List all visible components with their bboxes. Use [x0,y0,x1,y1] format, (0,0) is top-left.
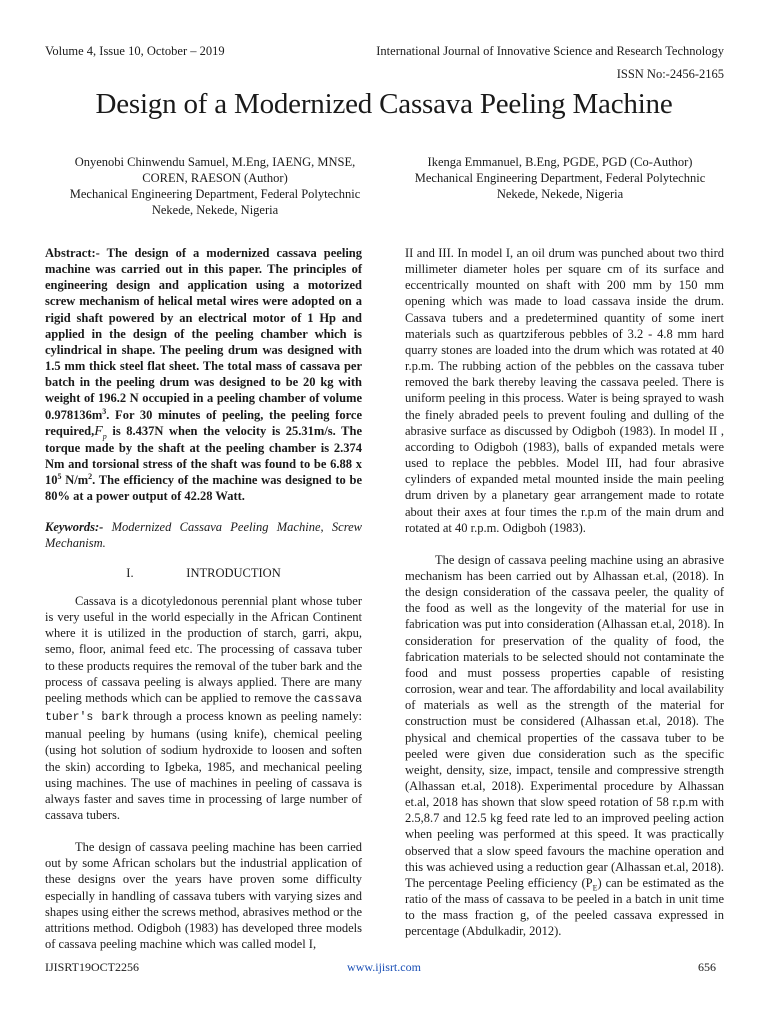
highlighted-phrase: cassava tuber's bark [45,692,362,725]
paragraph-text: Cassava is a dicotyledonous perennial plant whose tuber is very useful in the world especially in the African Continent where it is utilized in the production of starch, garri, akpu, semo, floor, animal feed etc. The processing of cassava tuber to these products requires the removal of the tuber bark and the process of cassava peeling is always applied. There are many peeling methods which can be applied to remove the [45,593,362,705]
intro-paragraph-1 [45,593,362,823]
superscript: 2 [88,472,93,482]
superscript: 3 [102,406,107,416]
superscript: 5 [57,472,62,482]
author-block-1 [45,154,385,218]
abstract-text: is 8.437N when the velocity is 25.31m/s. The torque made by the shaft at the peeling chamber is 2.374 Nm and torsional stress of the shaft was found to be 6.88 x 10 [45,423,362,488]
author-line: Nekede, Nekede, Nigeria [151,203,279,217]
right-paragraph-2 [405,552,724,940]
website-link[interactable]: www.ijisrt.com [347,960,421,974]
issn: ISSN No:-2456-2165 [616,67,724,81]
section-heading [45,565,362,581]
abstract [45,245,362,505]
keywords-label: Keywords:- [45,519,104,534]
page-number: 656 [698,960,716,974]
paragraph-text: ) can be estimated as the ratio of the mass of cassava to be peeled in a batch in unit time to the mass fraction g, of the peeled cassava expressed in percentage (Abdulkadir, 2012). [405,875,724,939]
author-line: Nekede, Nekede, Nigeria [496,187,624,201]
subscript: E [592,883,598,893]
abstract-text: N/m [61,473,89,488]
author-line: Ikenga Emmanuel, B.Eng, PGDE, PGD (Co-Author) [427,155,693,169]
author-line: Mechanical Engineering Department, Federal Polytechnic [414,171,706,185]
right-column [405,245,724,940]
intro-paragraph-2: The design of cassava peeling machine has been carried out by some African scholars but the industrial application of these designs over the years have proven some difficulty especially in handling of cassava tubers with varying sizes and shapes using either the screws method, abrasives method or the attritions method. Odigboh (1983) has developed three models of cassava peeling machine which was called model I, [45,840,362,952]
abstract-text: Abstract:- The design of a modernized cassava peeling machine was carried out in this paper. The principles of engineering design and application using a motorized screw mechanism of helical metal wires were adopted on a rigid shaft powered by an electrical motor of 1 Hp and applied in the design of the peeling chamber which is cylindrical in shape. The peeling drum was designed with 1.5 mm thick steel flat sheet. The total mass of cassava per batch in the peeling drum was designed to be 20 kg with weight of 196.2 N occupied in a peeling chamber of volume 0.978136m [45,246,362,422]
volume-issue: Volume 4, Issue 10, October – 2019 [45,44,225,58]
keywords [45,519,362,551]
abstract-text: . The efficiency of the machine was designed to be 80% at a power output of 42.28 Watt. [45,473,362,504]
author-line: COREN, RAESON (Author) [142,171,288,185]
author-line: Mechanical Engineering Department, Federal Polytechnic [69,187,361,201]
paper-id: IJISRT19OCT2256 [45,960,139,974]
journal-name: International Journal of Innovative Science and Research Technology [376,44,724,58]
left-column [45,245,362,952]
paragraph-text: The design of cassava peeling machine using an abrasive mechanism has been carried out by Alhassan et.al, (2018). In the design consideration of the cassava peeler, the quality of the food as well as the longevity of the material for use in fabrication was put into consideration (Alhassan et.al, 2018). In consideration for preservation of the quality of food, the fabrication materials to be selected should not contaminate the food and must possess properties capable of resisting corrosion, wear and tear. The affordability and local availability of materials as well as the strength of the material for construction must be considered (Alhassan et.al, 2018). The physical and chemical properties of the cassava tuber to be peeled were given due consideration such as the specific weight, density, size, impact, tensile and compressive strength (Alhassan et.al, 2018). Experimental procedure by Alhassan et.al, 2018 has shown that slow speed rotation of 58 r.p.m with 2.5,8.7 and 12.5 kg feed rate led to an improved peeling action when peeling was performed at this speed. It was practically observed that a slow speed favours the machine operation and this was achieved using a reduction gear (Alhassan et.al, 2018). The percentage Peeling efficiency (P [405,552,724,890]
force-symbol: $F_p$ [94,423,107,441]
section-title: INTRODUCTION [186,565,281,580]
paper-title: Design of a Modernized Cassava Peeling Machine [95,88,673,120]
author-block-2 [390,154,730,202]
right-paragraph-1: II and III. In model I, an oil drum was punched about two third millimeter diameter holes per square cm of its surface and eccentrically mounted on shaft with 200 mm by 150 mm opening which was made to load cassava inside the drum. Cassava tubers and a predetermined quantity of some inert materials such as quartziferous pebbles of 3.2 - 4.8 mm hard quarry stones are loaded into the drum which was rotated at 40 r.p.m. The rubbing action of the pebbles on the cassava tuber removed the bark thereby leaving the cassava peeled. There is uniform peeling in this process. Water is being sprayed to wash the finely abraded peels to prevent fouling and dulling of the abrasive surface as discussed by Odigboh (1983). In model II , according to Odigboh (1983), balls of expanded metals were used to replace the pebbles. Model III, had four abrasive cylinders of expanded metal mounted inside the main peeling drum driven by a planetary gear arrangement made to rotate about their axes at four times the r.p.m of the main drum and rotated at 40 r.p.m. Odigboh (1983). [405,246,724,535]
keywords-text: Modernized Cassava Peeling Machine, Screw Mechanism. [45,519,362,550]
author-line: Onyenobi Chinwendu Samuel, M.Eng, IAENG, MNSE, [74,155,356,169]
paragraph-text: through a process known as peeling namely: manual peeling by humans (using knife), chemical peeling (using hot solution of sodium hydroxide to loosen and soften the skin) according to Igbeka, 1985, and mechanical peeling using machines. The use of machines in peeling of cassava is always faster and saves time in processing of large number of cassava tubers. [45,709,362,822]
abstract-text: . For 30 minutes of peeling, the peeling force required, [45,407,362,438]
section-number: I. [126,565,134,580]
